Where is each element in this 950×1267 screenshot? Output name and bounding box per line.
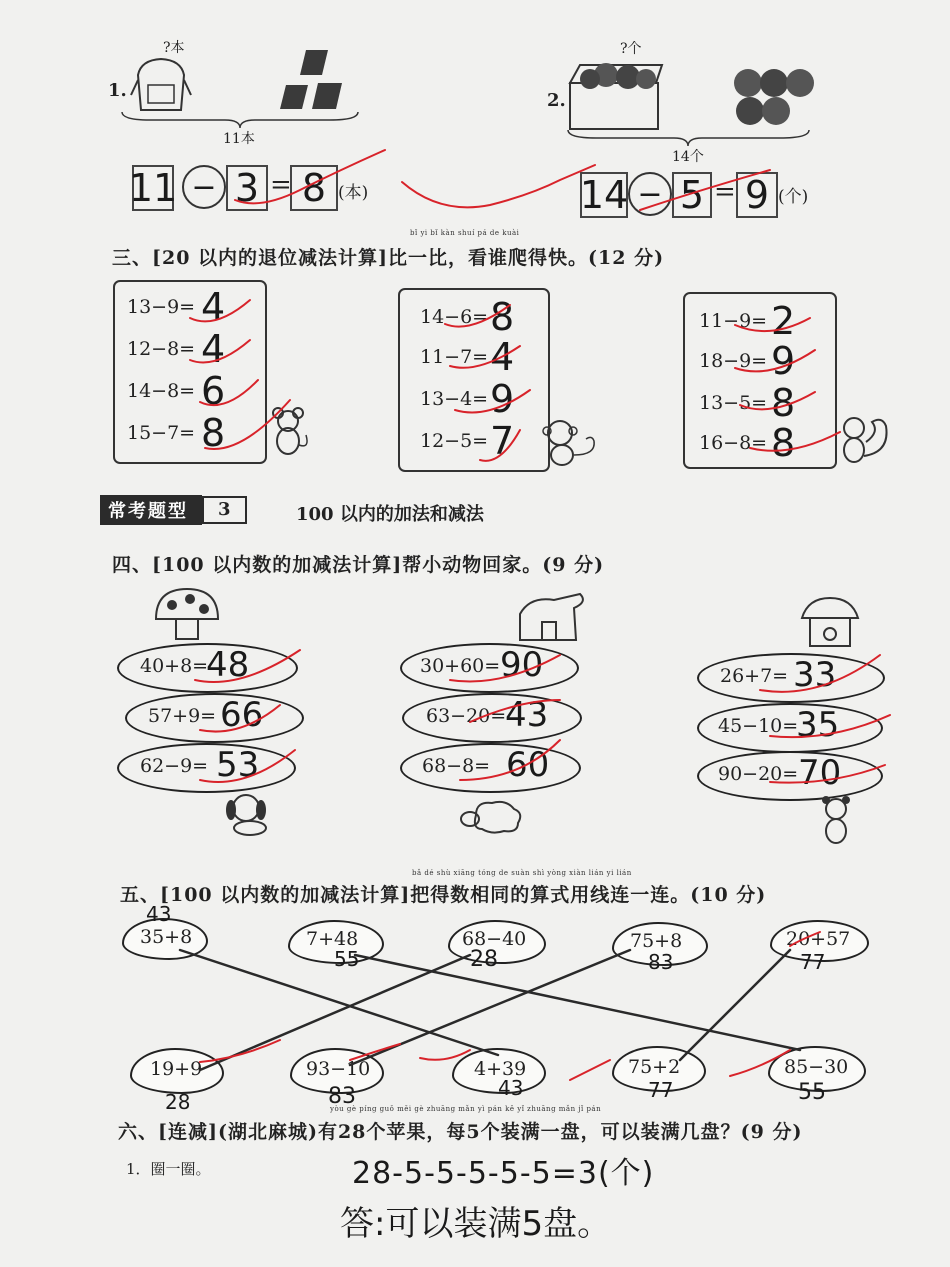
q4-answer: 43 (505, 695, 549, 735)
q3-expr: 12−5= (420, 430, 489, 452)
q3-expr: 13−9= (127, 296, 196, 318)
unknown-label: ?个 (620, 41, 642, 57)
result: 8 (301, 166, 327, 210)
bottom-expr: 85−30 (784, 1056, 849, 1078)
top-expr: 35+8 (140, 926, 193, 948)
q3-expr: 11−9= (699, 310, 768, 332)
match-line (350, 950, 630, 1065)
problem-number: 2. (547, 90, 566, 111)
q4-answer: 60 (506, 745, 550, 785)
q3-answer: 4 (201, 285, 226, 329)
top-note: 28 (470, 947, 498, 972)
q4-expr: 45−10= (718, 715, 799, 737)
q4-expr: 26+7= (720, 665, 789, 687)
q3-answer: 2 (771, 299, 796, 343)
q6-sub1: 1．圈一圈。 (126, 1160, 211, 1178)
q4-expr: 57+9= (148, 705, 217, 727)
bottom-note: 77 (648, 1078, 674, 1102)
q3-answer: 7 (490, 419, 515, 463)
bottom-note: 83 (328, 1084, 356, 1109)
q3-answer: 4 (201, 327, 226, 371)
operand-b: 3 (234, 166, 260, 210)
q3-answer: 8 (771, 381, 796, 425)
top-expr: 75+8 (630, 930, 683, 952)
q3-answer: 9 (490, 377, 515, 421)
q3-answer: 8 (490, 295, 515, 339)
operand-a: 11 (128, 166, 178, 210)
top-expr: 20+57 (786, 928, 851, 950)
match-line (200, 955, 470, 1070)
q3-answer: 9 (771, 339, 796, 383)
q3-expr: 14−6= (420, 306, 489, 328)
bottom-note: 55 (798, 1080, 826, 1105)
bottom-expr: 19+9 (150, 1058, 203, 1080)
unknown-label: ?本 (163, 40, 185, 56)
equals-sign: = (270, 170, 292, 200)
q6-pinyin: yòu gè píng guǒ měi gè zhuāng mǎn yì pán kě yǐ zhuāng mǎn jǐ pán (330, 1105, 602, 1113)
q3-expr: 12−8= (127, 338, 196, 360)
bottom-expr: 4+39 (474, 1058, 527, 1080)
bottom-note: 43 (498, 1076, 524, 1100)
bottom-expr: 93−10 (306, 1058, 371, 1080)
banner-label: 常考题型 (100, 495, 202, 525)
top-note: 43 (146, 902, 172, 926)
q3-answer: 8 (201, 411, 226, 455)
top-note: 77 (800, 950, 826, 974)
q4-answer: 70 (798, 753, 842, 793)
q4-expr: 63−20= (426, 705, 507, 727)
q4-expr: 62−9= (140, 755, 209, 777)
q3-expr: 16−8= (699, 432, 768, 454)
q4-title: 四、[100 以内数的加减法计算]帮小动物回家。(9 分) (112, 554, 605, 576)
bottom-note: 28 (165, 1090, 191, 1114)
top-expr: 7+48 (306, 928, 359, 950)
q3-expr: 18−9= (699, 350, 768, 372)
q4-answer: 66 (220, 695, 264, 735)
q3-expr: 14−8= (127, 380, 196, 402)
bottom-expr: 75+2 (628, 1056, 681, 1078)
top-expr: 68−40 (462, 928, 527, 950)
q4-answer: 35 (796, 705, 840, 745)
operator: − (637, 176, 663, 212)
banner-title: 100 以内的加法和减法 (296, 504, 484, 525)
q3-answer: 8 (771, 421, 796, 465)
q4-expr: 68−8= (422, 755, 491, 777)
problem-number: 1. (108, 80, 127, 101)
q3-answer: 4 (490, 335, 515, 379)
equals-sign: = (714, 177, 736, 207)
q4-answer: 53 (216, 745, 260, 785)
q4-expr: 40+8= (140, 655, 209, 677)
operand-b: 5 (679, 173, 705, 217)
q4-answer: 48 (206, 645, 250, 685)
q4-expr: 30+60= (420, 655, 501, 677)
result: 9 (744, 173, 770, 217)
top-note: 83 (648, 950, 674, 974)
q6-answer: 答:可以装满5盘。 (340, 1204, 612, 1244)
match-line (180, 950, 498, 1055)
unit-label: (本) (338, 183, 369, 203)
operand-a: 14 (579, 173, 629, 217)
q3-expr: 15−7= (127, 422, 196, 444)
q3-expr: 11−7= (420, 346, 489, 368)
q4-answer: 33 (793, 655, 837, 695)
q3-expr: 13−4= (420, 388, 489, 410)
q3-expr: 13−5= (699, 392, 768, 414)
q3-title: 三、[20 以内的退位减法计算]比一比，看谁爬得快。(12 分) (112, 247, 665, 269)
q4-expr: 90−20= (718, 763, 799, 785)
total-label: 11本 (223, 131, 255, 147)
unit-label: (个) (778, 187, 809, 207)
total-label: 14个 (672, 149, 704, 165)
q5-pinyin: bǎ dé shù xiāng tóng de suàn shì yòng xiàn lián yi lián (412, 869, 632, 877)
q3-answer: 6 (201, 369, 226, 413)
q6-title: 六、[连减](湖北麻城)有28个苹果，每5个装满一盘，可以装满几盘？(9 分) (118, 1121, 803, 1143)
banner-number: 3 (202, 496, 247, 524)
q4-answer: 90 (500, 645, 544, 685)
q6-work: 28-5-5-5-5-5=3(个) (352, 1156, 655, 1191)
q5-title: 五、[100 以内数的加减法计算]把得数相同的算式用线连一连。(10 分) (120, 884, 767, 906)
operator: − (191, 169, 217, 205)
top-note: 55 (334, 947, 360, 971)
q3-pinyin: bǐ yi bǐ kàn shuí pá de kuài (410, 229, 520, 237)
